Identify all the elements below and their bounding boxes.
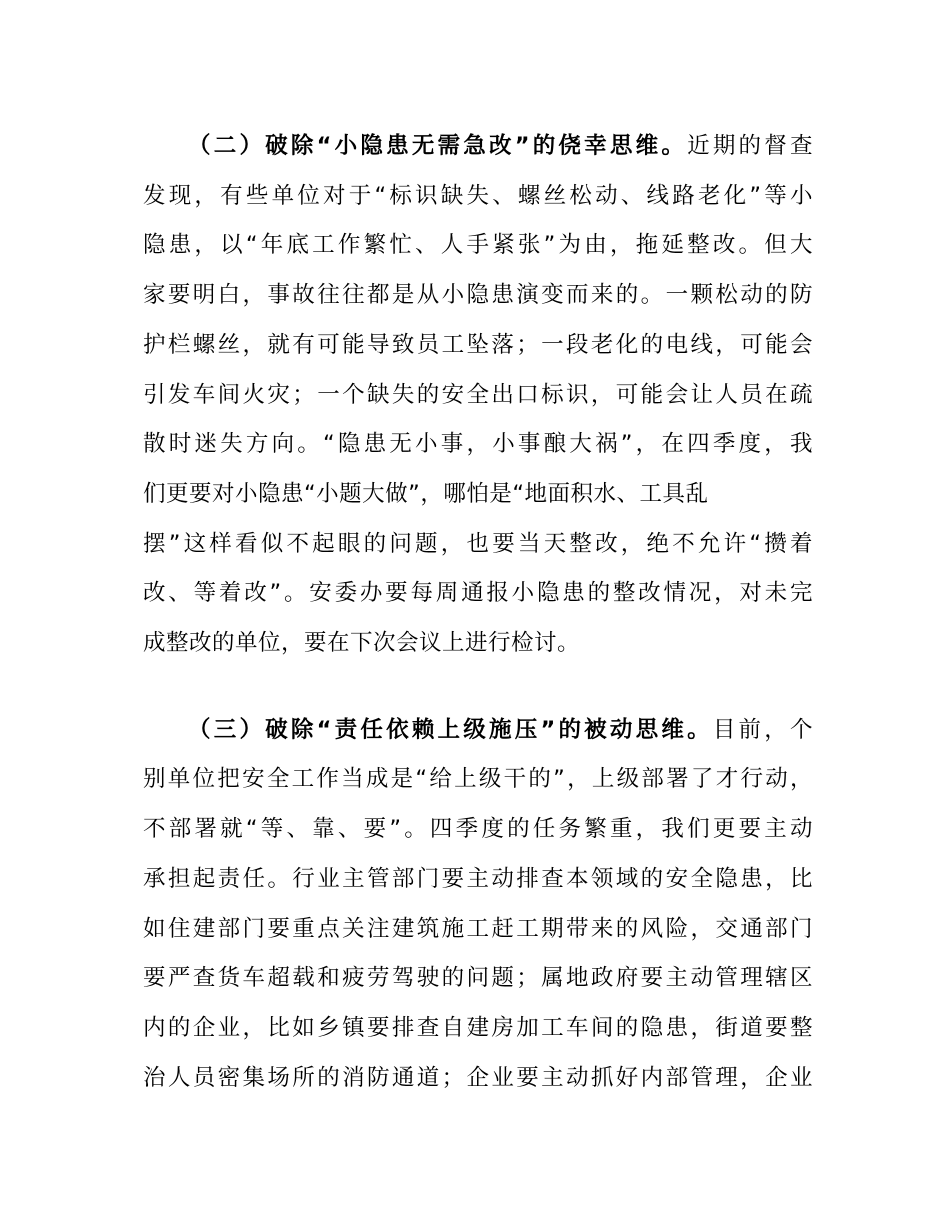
paragraph-line: 承担起责任。行业主管部门要主动排查本领域的安全隐患，比 <box>143 865 813 892</box>
paragraph-line: 摆”这样看似不起眼的问题，也要当天整改，绝不允许“攒着 <box>143 530 813 557</box>
paragraph-line: 内的企业，比如乡镇要排查自建房加工车间的隐患，街道要整 <box>143 1014 813 1041</box>
paragraph-line: 要严查货车超载和疲劳驾驶的问题；属地政府要主动管理辖区 <box>143 965 813 992</box>
paragraph-line: 发现，有些单位对于“标识缺失、螺丝松动、线路老化”等小 <box>143 182 813 209</box>
paragraph-line: 不部署就“等、靠、要”。四季度的任务繁重，我们更要主动 <box>143 816 813 843</box>
paragraph-line: 家要明白，事故往往都是从小隐患演变而来的。一颗松动的防 <box>143 282 813 309</box>
body-text: 目前，个 <box>712 716 813 743</box>
paragraph-line: 隐患，以“年底工作繁忙、人手紧张”为由，拖延整改。但大 <box>143 232 813 259</box>
body-text: 近期的督查 <box>687 133 813 159</box>
paragraph-line: 们更要对小隐患“小题大做”，哪怕是“地面积水、工具乱 <box>143 480 709 507</box>
paragraph-line <box>143 706 813 756</box>
paragraph-line: 散时迷失方向。“隐患无小事，小事酿大祸”，在四季度，我 <box>143 431 813 458</box>
paragraph-line: 别单位把安全工作当成是“给上级干的”，上级部署了才行动， <box>143 766 813 793</box>
paragraph-2 <box>143 122 813 669</box>
paragraph-line: 改、等着改”。安委办要每周通报小隐患的整改情况，对未完 <box>143 580 813 607</box>
document-page <box>143 122 813 1103</box>
section-heading: （二）破除“小隐患无需急改”的侥幸思维。 <box>188 133 688 159</box>
paragraph-line <box>143 122 813 172</box>
paragraph-line: 引发车间火灾；一个缺失的安全出口标识，可能会让人员在疏 <box>143 381 813 408</box>
paragraph-line: 治人员密集场所的消防通道；企业要主动抓好内部管理，企业 <box>143 1064 813 1091</box>
paragraph-line: 成整改的单位，要在下次会议上进行检讨。 <box>143 630 581 657</box>
paragraph-line: 护栏螺丝，就有可能导致员工坠落；一段老化的电线，可能会 <box>143 331 813 358</box>
paragraph-3 <box>143 706 813 1104</box>
section-heading: （三）破除“责任依赖上级施压”的被动思维。 <box>188 716 713 743</box>
paragraph-line: 如住建部门要重点关注建筑施工赶工期带来的风险，交通部门 <box>143 915 813 942</box>
